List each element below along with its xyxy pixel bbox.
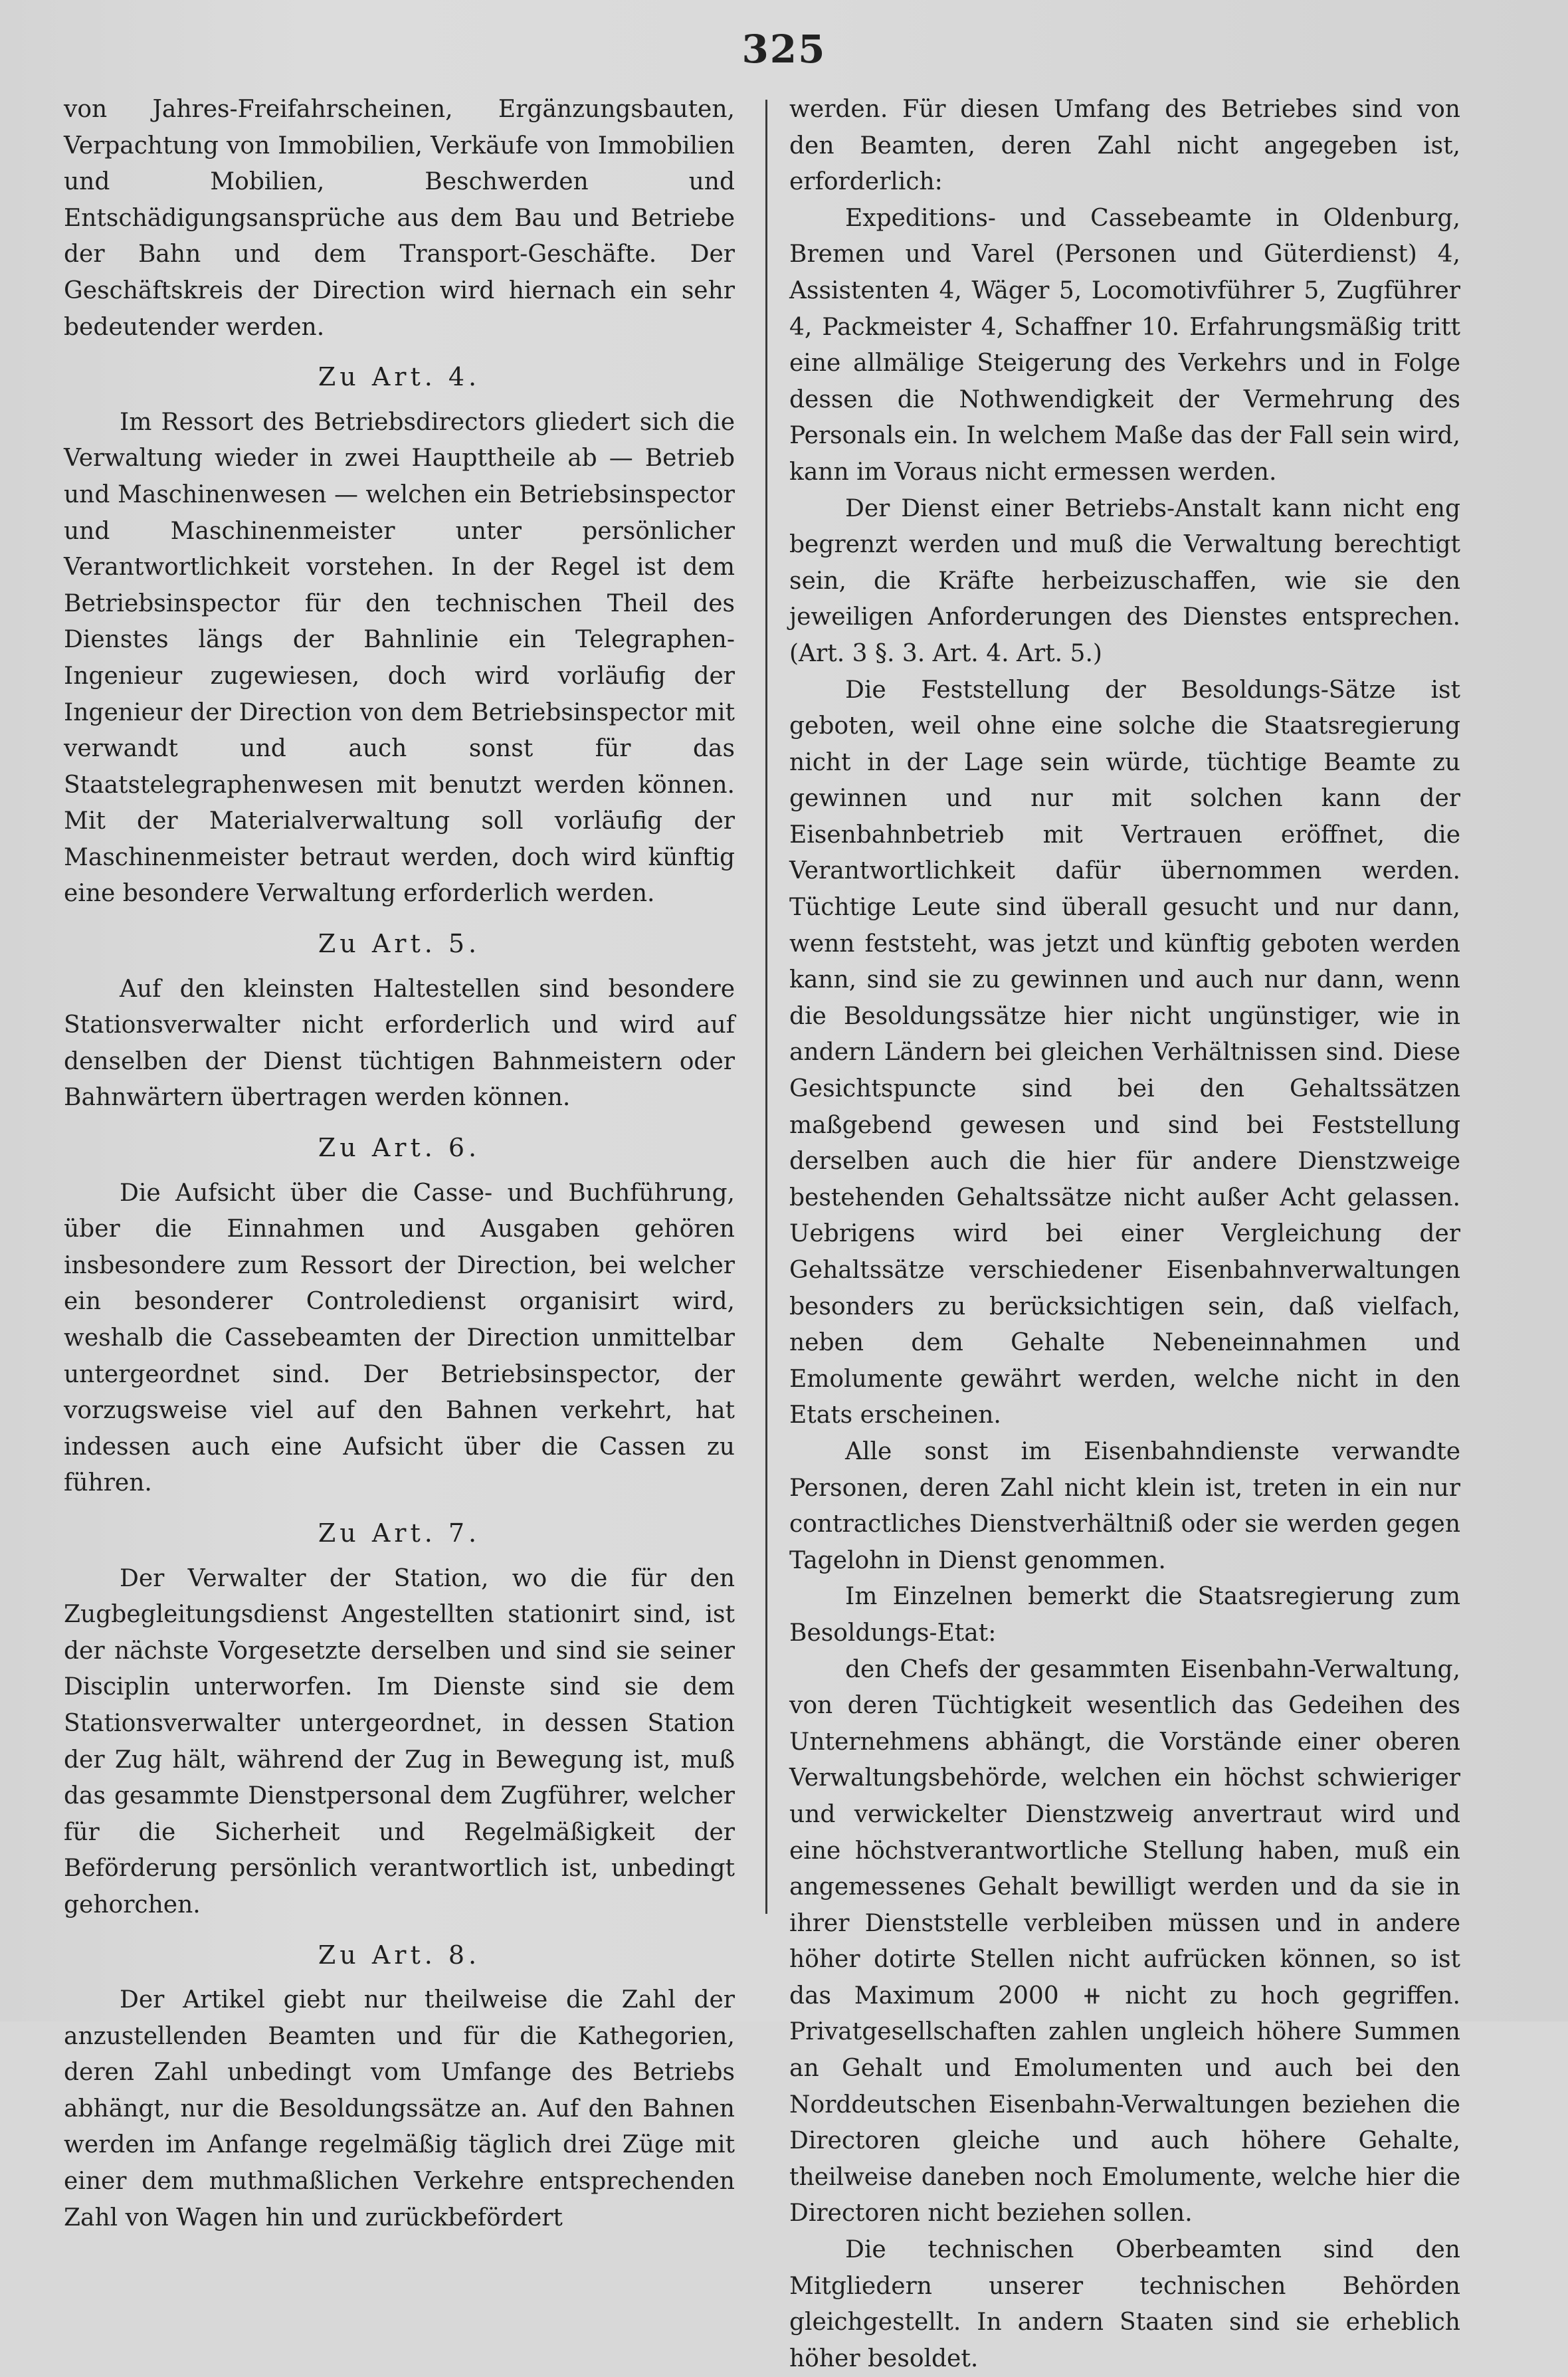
paragraph-alle: Alle sonst im Eisenbahndienste verwandte Personen, deren Zahl nicht klein ist, treten in ein nur contractliches Dienstverhältniß oder sie werden gegen Tagelohn in Dienst genommen. xyxy=(789,1437,1460,1574)
paragraph-staff-list: Expeditions- und Cassebeamte in Oldenburg, Bremen und Varel (Personen und Güterdienst) 4, Assistenten 4, Wäger 5, Locomotivführer 5, Zugführer 4, Packmeister 4, Schaffner 10. Erfahrungsmäßig tritt eine allmälige Steigerung des Verkehrs und in Folge dessen die Nothwendigkeit der Vermehrung des Personals ein. In welchem Maße das der Fall sein wird, kann im Voraus nicht ermessen werden. xyxy=(789,204,1460,486)
paragraph-art-5: Auf den kleinsten Haltestellen sind besondere Stationsverwalter nicht erforderlich und wird auf denselben der Dienst tüchtigen Bahnmeistern oder Bahnwärtern übertragen werden können. xyxy=(64,975,735,1112)
paragraph-feststellung: Die Feststellung der Besoldungs-Sätze ist geboten, weil ohne eine solche die Staatsregierung nicht in der Lage sein würde, tüchtige Beamte zu gewinnen und nur mit solchen kann der Eisenbahnbetrieb mit Vertrauen eröffnet, die Verantwortlichkeit dafür übernommen werden. Tüchtige Leute sind überall gesucht und nur dann, wenn feststeht, was jetzt und künftig geboten werden kann, sind sie zu gewinnen und auch nur dann, wenn die Besoldungssätze hier nicht ungünstiger, wie in andern Ländern bei gleichen Verhältnissen sind. Diese Gesichtspuncte sind bei den Gehaltssätzen maßgebend gewesen und sind bei Feststellung derselben auch die hier für andere Dienstzweige bestehenden Gehaltssätze nicht außer Acht gelassen. Uebrigens wird bei einer Vergleichung der Gehaltssätze verschiedener Eisenbahnverwaltungen besonders zu berücksichtigen sein, daß vielfach, neben dem Gehalte Nebeneinnahmen und Emolumente gewährt werden, welche nicht in den Etats erscheinen. xyxy=(789,676,1460,1429)
paragraph-einzelnen: Im Einzelnen bemerkt die Staatsregierung zum Besoldungs-Etat: xyxy=(789,1583,1460,1647)
paragraph-dienst: Der Dienst einer Betriebs-Anstalt kann nicht eng begrenzt werden und muß die Verwaltung berechtigt sein, die Kräfte herbeizuschaffen, wie sie den jeweiligen Anforderungen des Dienstes entsprechen. (Art. 3 §. 3. Art. 4. Art. 5.) xyxy=(789,494,1460,667)
page-number: 325 xyxy=(741,27,827,72)
heading-art-4: Zu Art. 4. xyxy=(318,362,481,392)
right-column xyxy=(789,92,1460,2377)
paragraph-intro: von Jahres-Freifahrscheinen, Ergänzungsbauten, Verpachtung von Immobilien, Verkäufe von Immobilien und Mobilien, Beschwerden und Entschädigungsansprüche aus dem Bau und Betriebe der Bahn und dem Transport-Geschäfte. Der Geschäftskreis der Direction wird hiernach ein sehr bedeutender werden. xyxy=(64,96,735,341)
column-divider xyxy=(765,100,767,1914)
paragraph-art-6: Die Aufsicht über die Casse- und Buchführung, über die Einnahmen und Ausgaben gehören insbesondere zum Ressort der Direction, bei welcher ein besonderer Controledienst organisirt wird, weshalb die Cassebeamten der Direction unmittelbar untergeordnet sind. Der Betriebsinspector, der vorzugsweise viel auf den Bahnen verkehrt, hat indessen auch eine Aufsicht über die Cassen zu führen. xyxy=(64,1179,735,1497)
heading-art-5: Zu Art. 5. xyxy=(318,929,481,959)
paragraph-art-8: Der Artikel giebt nur theilweise die Zahl der anzustellenden Beamten und für die Kathegorien, deren Zahl unbedingt vom Umfange des Betriebs abhängt, nur die Besoldungssätze an. Auf den Bahnen werden im Anfange regelmäßig täglich drei Züge mit einer dem muthmaßlichen Verkehre entsprechenden Zahl von Wagen hin und zurückbefördert xyxy=(64,1986,735,2231)
left-column xyxy=(64,92,735,2236)
paragraph-chefs: den Chefs der gesammten Eisenbahn-Verwaltung, von deren Tüchtigkeit wesentlich das Gedeihen des Unternehmens abhängt, die Vorstände einer oberen Verwaltungsbehörde, welchen ein höchst schwieriger und verwickelter Dienstzweig anvertraut wird und eine höchstverantwortliche Stellung haben, muß ein angemessenes Gehalt bewilligt werden und da sie in ihrer Dienststelle verbleiben müssen und in andere höher dotirte Stellen nicht aufrücken können, so ist das Maximum 2000 ⧺ nicht zu hoch gegriffen. Privatgesellschaften zahlen ungleich höhere Summen an Gehalt und Emolumenten und auch bei den Norddeutschen Eisenbahn-Verwaltungen beziehen die Directoren gleiche und auch höhere Gehalte, theilweise daneben noch Emolumente, welche hier die Directoren nicht beziehen sollen. xyxy=(789,1655,1460,2227)
heading-art-8: Zu Art. 8. xyxy=(318,1940,481,1970)
heading-art-6: Zu Art. 6. xyxy=(318,1133,481,1163)
paragraph-art-7: Der Verwalter der Station, wo die für den Zugbegleitungsdienst Angestellten stationirt sind, ist der nächste Vorgesetzte derselben und sind sie seiner Disciplin unterworfen. Im Dienste sind sie dem Stationsverwalter untergeordnet, in dessen Station der Zug hält, während der Zug in Bewegung ist, muß das gesammte Dienstpersonal dem Zugführer, welcher für die Sicherheit und Regelmäßigkeit der Beförderung persönlich verantwortlich ist, unbedingt gehorchen. xyxy=(64,1564,735,1918)
paragraph-technischen: Die technischen Oberbeamten sind den Mitgliedern unserer technischen Behörden gleichgestellt. In andern Staaten sind sie erheblich höher besoldet. xyxy=(789,2236,1460,2372)
paragraph-art-4: Im Ressort des Betriebsdirectors gliedert sich die Verwaltung wieder in zwei Haupttheile ab — Betrieb und Maschinenwesen — welchen ein Betriebsinspector und Maschinenmeister unter persönlicher Verantwortlichkeit vorstehen. In der Regel ist dem Betriebsinspector für den technischen Theil des Dienstes längs der Bahnlinie ein Telegraphen-Ingenieur zugewiesen, doch wird vorläufig der Ingenieur der Direction von dem Betriebsinspector mit verwandt und auch sonst für das Staatstelegraphenwesen mit benutzt werden können. Mit der Materialverwaltung soll vorläufig der Maschinenmeister betraut werden, doch wird künftig eine besondere Verwaltung erforderlich werden. xyxy=(64,408,735,908)
paragraph-continuation: werden. Für diesen Umfang des Betriebes sind von den Beamten, deren Zahl nicht angegeben ist, erforderlich: xyxy=(789,96,1460,196)
heading-art-7: Zu Art. 7. xyxy=(318,1518,481,1548)
